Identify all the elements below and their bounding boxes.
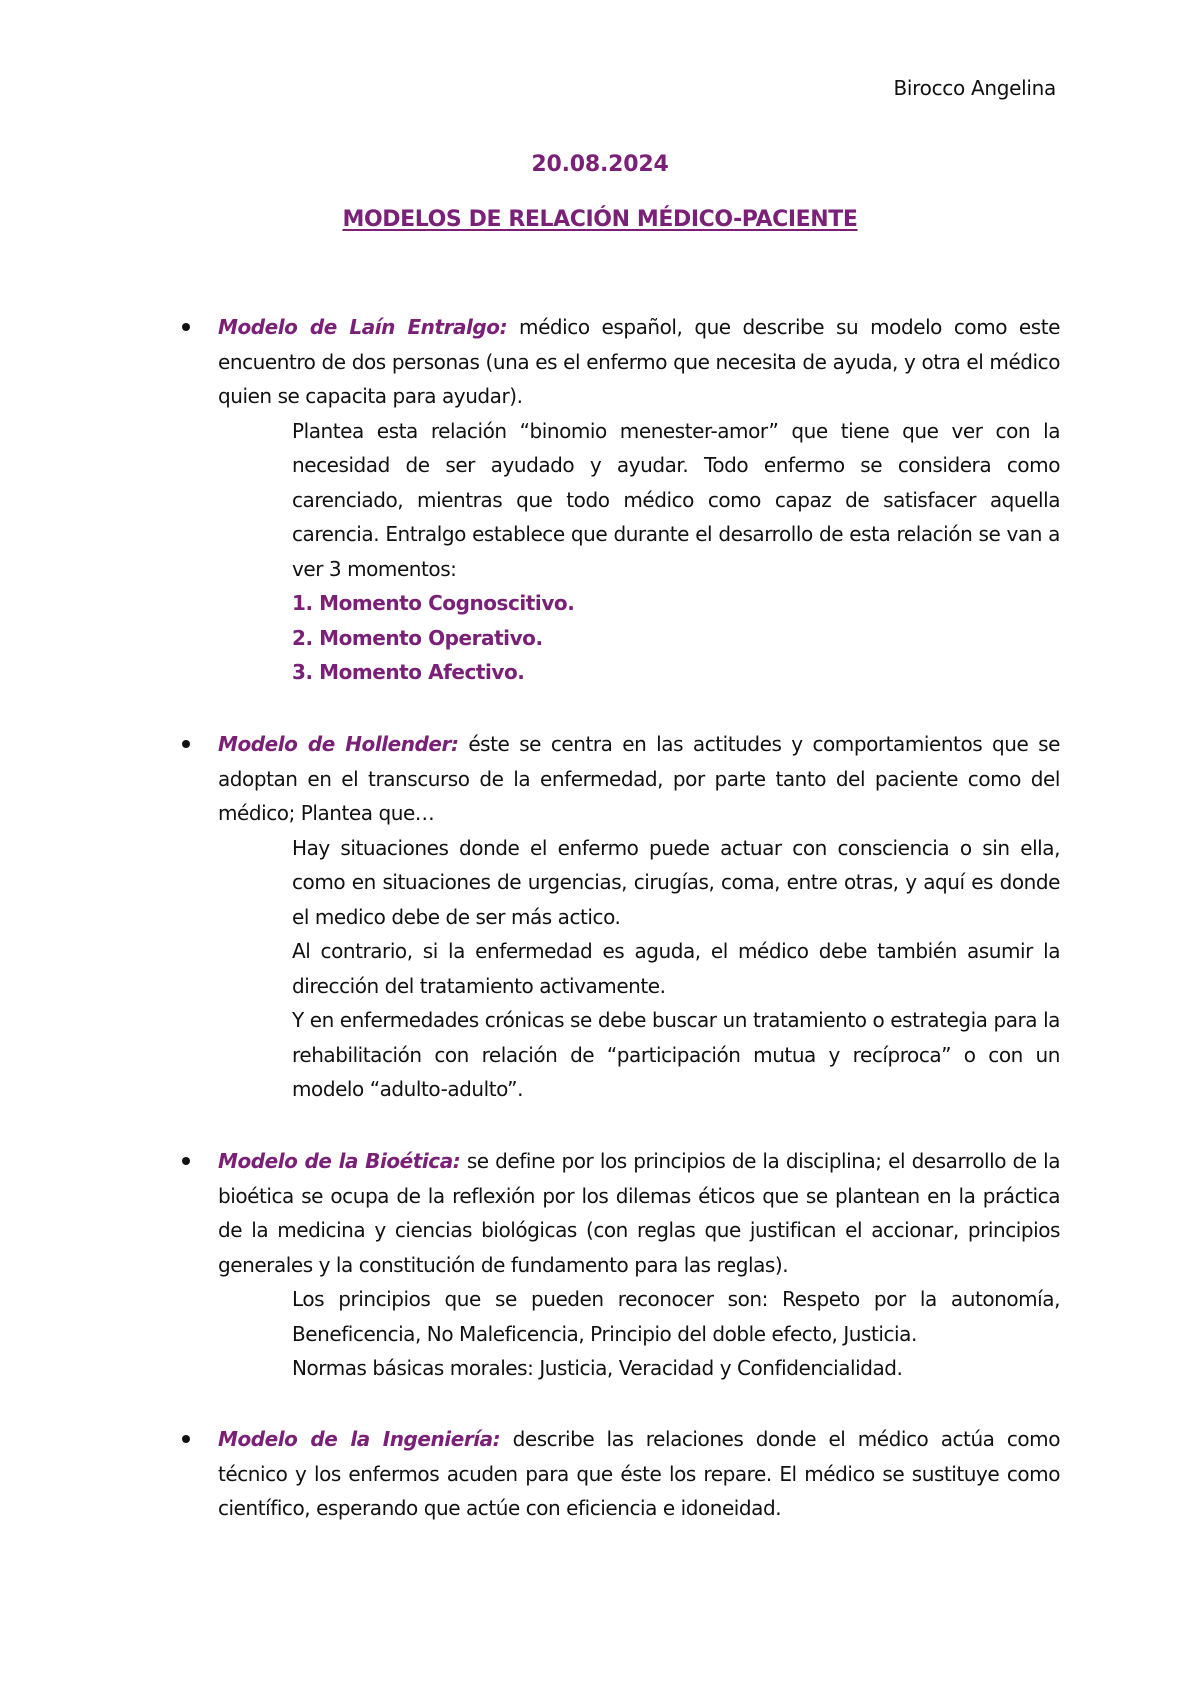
section-intro-text: se define por los principios de la disciplina; el desarrollo de la bioética se ocupa de la reflexión por los dilemas éticos que se plantean en la práctica de la medicina y ciencias biológicas (con reglas que justifican el accionar, principios generales y la constitución de fundamento para las reglas). — [218, 1149, 1061, 1277]
author-name: Birocco Angelina — [893, 76, 1056, 100]
section-paragraph: Y en enfermedades crónicas se debe buscar un tratamiento o estrategia para la rehabilitación con relación de “participación mutua y recíproca” o con un modelo “adulto-adulto”. — [292, 1008, 1060, 1101]
section-paragraph: Normas básicas morales: Justicia, Veracidad y Confidencialidad. — [292, 1356, 903, 1380]
bullet-icon — [182, 1435, 190, 1443]
section-heading: Modelo de Hollender: — [218, 732, 459, 756]
section-paragraph: Al contrario, si la enfermedad es aguda, el médico debe también asumir la dirección del tratamiento activamente. — [292, 939, 1060, 998]
bullet-icon — [182, 1157, 190, 1165]
section-heading: Modelo de la Bioética: — [218, 1149, 461, 1173]
section-ingenieria — [218, 1422, 1060, 1526]
document-title: MODELOS DE RELACIÓN MÉDICO-PACIENTE — [342, 207, 858, 232]
section-paragraph: Plantea esta relación “binomio menester-amor” que tiene que ver con la necesidad de ser ayudado y ayudar. Todo enfermo se considera como carenciado, mientras que todo médico como capaz de satisfacer aquella carencia. Entralgo establece que durante el desarrollo de esta relación se van a ver 3 momentos: — [292, 418, 1060, 581]
moment-item: 1. Momento Cognoscitivo. — [292, 591, 575, 615]
section-bioetica — [218, 1144, 1060, 1386]
section-intro-text: éste se centra en las actitudes y comportamientos que se adoptan en el transcurso de la enfermedad, por parte tanto del paciente como del médico; Plantea que… — [218, 732, 1060, 825]
bullet-icon — [182, 740, 190, 748]
section-intro — [218, 310, 1060, 414]
section-paragraph: Los principios que se pueden reconocer son: Respeto por la autonomía, Beneficencia, No Maleficencia, Principio del doble efecto, Justicia. — [292, 1287, 1060, 1346]
section-hollender — [218, 727, 1060, 1107]
section-intro — [218, 727, 1060, 831]
section-intro — [218, 1422, 1060, 1526]
section-intro-text: describe las relaciones donde el médico actúa como técnico y los enfermos acuden para que éste los repare. El médico se sustituye como científico, esperando que actúe con eficiencia e idoneidad. — [218, 1427, 1060, 1520]
bullet-icon — [182, 323, 190, 331]
document-date: 20.08.2024 — [531, 152, 669, 177]
moment-item: 2. Momento Operativo. — [292, 625, 543, 650]
section-lain-entralgo — [218, 310, 1060, 690]
moment-item: 3. Momento Afectivo. — [292, 660, 525, 684]
section-heading: Modelo de Laín Entralgo: — [218, 315, 508, 339]
section-heading: Modelo de la Ingeniería: — [218, 1427, 501, 1451]
section-intro-text: médico español, que describe su modelo como este encuentro de dos personas (una es el enfermo que necesita de ayuda, y otra el médico quien se capacita para ayudar). — [218, 315, 1060, 408]
section-paragraph: Hay situaciones donde el enfermo puede actuar con consciencia o sin ella, como en situaciones de urgencias, cirugías, coma, entre otras, y aquí es donde el medico debe de ser más actico. — [292, 835, 1060, 929]
section-intro — [218, 1144, 1060, 1282]
